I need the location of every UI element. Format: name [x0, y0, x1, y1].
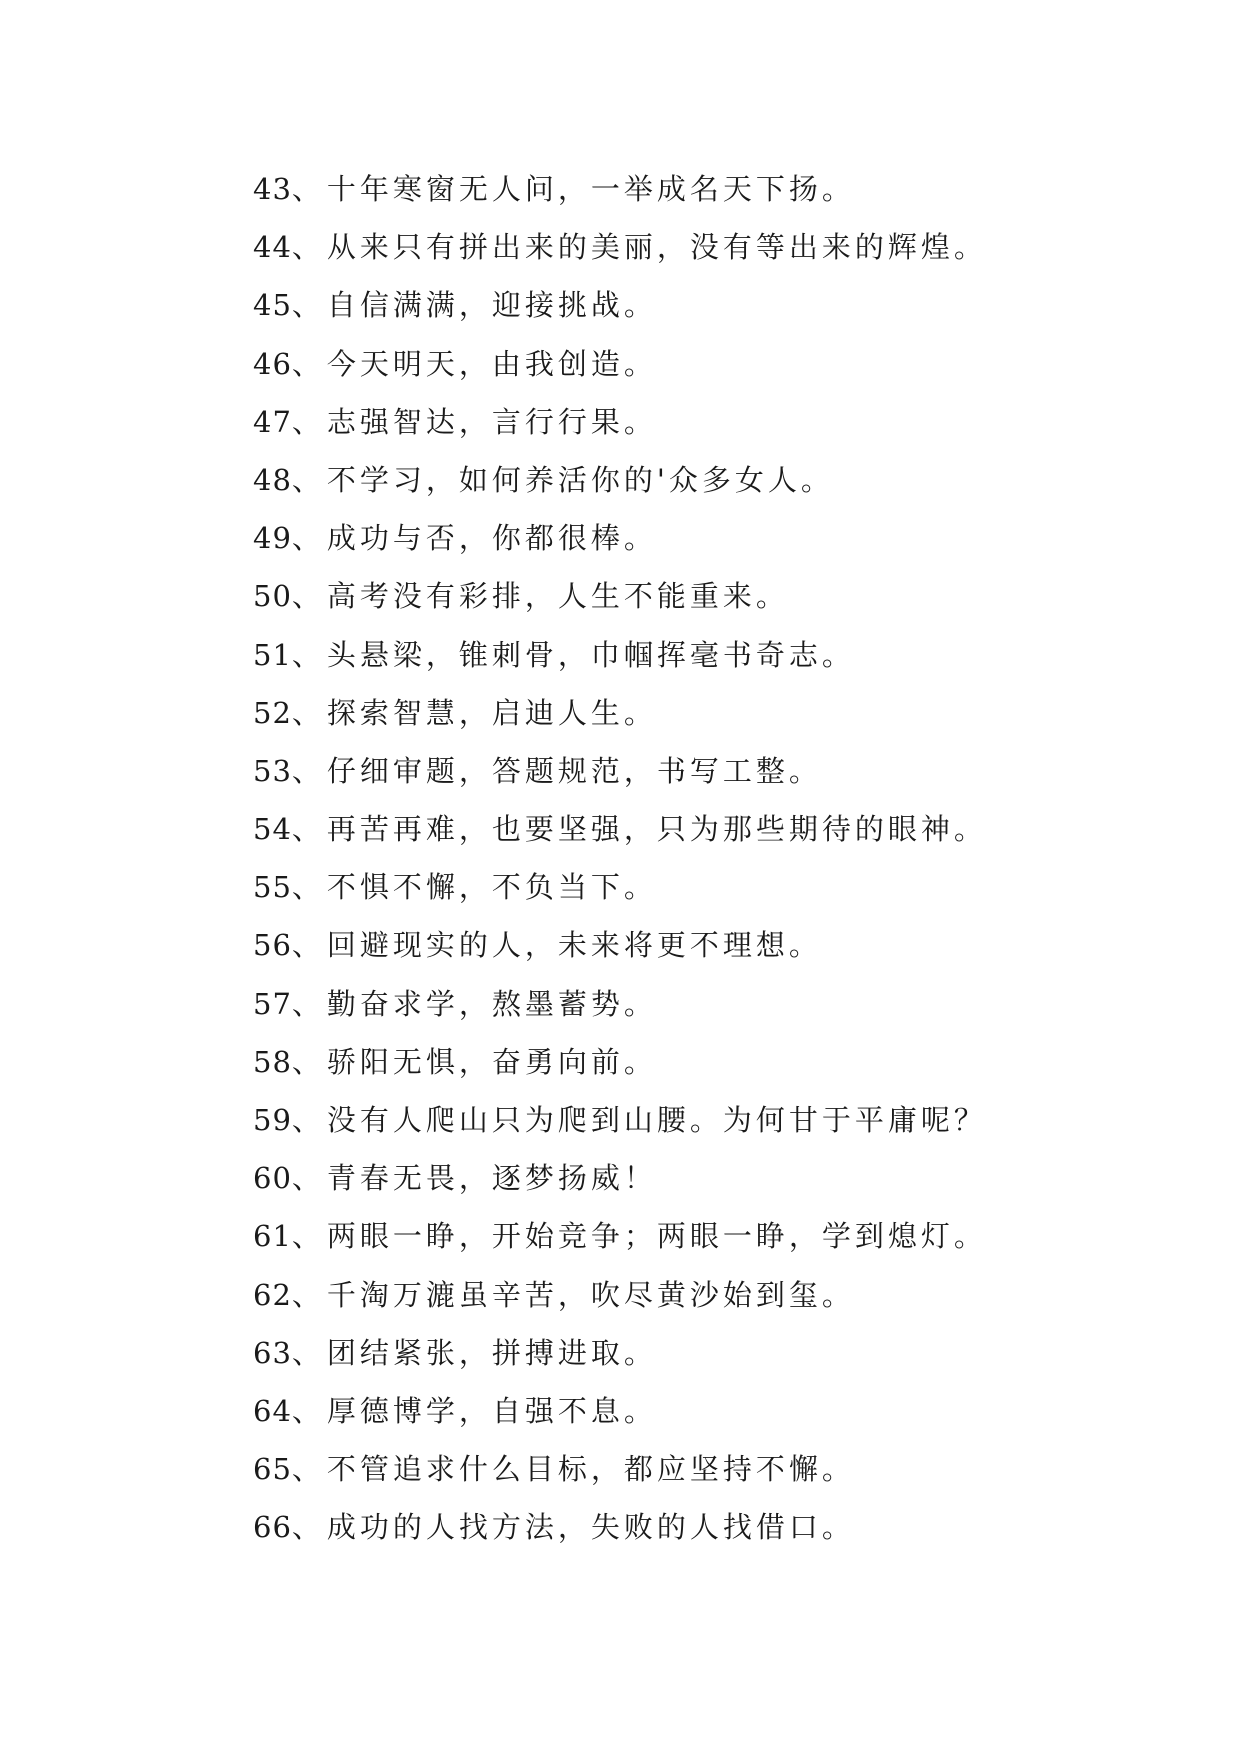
- item-number: 46: [253, 346, 292, 381]
- item-number: 65: [253, 1452, 292, 1487]
- item-separator: 、: [291, 172, 327, 206]
- item-text: 团结紧张，拼搏进取。: [326, 1335, 657, 1370]
- list-item: [253, 1382, 987, 1440]
- item-text: 没有人爬山只为爬到山腰。为何甘于平庸呢？: [326, 1103, 987, 1137]
- item-separator: 、: [291, 1335, 327, 1370]
- item-separator: 、: [291, 1161, 327, 1196]
- list-item: [253, 393, 987, 451]
- item-separator: 、: [291, 870, 327, 905]
- item-text: 今天明天，由我创造。: [326, 346, 657, 381]
- item-number: 61: [253, 1219, 292, 1254]
- item-separator: 、: [291, 928, 327, 963]
- item-number: 51: [253, 637, 292, 672]
- list-item: [253, 742, 987, 800]
- item-number: 60: [253, 1161, 292, 1196]
- item-separator: 、: [291, 1219, 327, 1254]
- item-text: 志强智达，言行行果。: [326, 404, 657, 439]
- item-number: 64: [253, 1393, 292, 1428]
- item-separator: 、: [291, 1103, 327, 1137]
- item-number: 52: [253, 695, 292, 730]
- item-separator: 、: [291, 812, 327, 847]
- item-text: 青春无畏，逐梦扬威！: [326, 1161, 657, 1196]
- item-separator: 、: [291, 1044, 327, 1079]
- list-item: [253, 800, 987, 858]
- item-text: 成功与否，你都很棒。: [326, 521, 657, 556]
- item-number: 63: [253, 1335, 292, 1370]
- item-text: 千淘万漉虽辛苦，吹尽黄沙始到玺。: [326, 1277, 855, 1312]
- list-item: [253, 451, 987, 509]
- item-separator: 、: [291, 1277, 327, 1312]
- item-number: 55: [253, 870, 292, 905]
- item-separator: 、: [291, 695, 327, 730]
- list-item: [253, 626, 987, 684]
- item-text: 仔细审题，答题规范，书写工整。: [326, 753, 822, 788]
- list-item: [253, 567, 987, 625]
- list-item: [253, 509, 987, 567]
- list-item: [253, 975, 987, 1033]
- list-item: [253, 1266, 987, 1324]
- list-item: [253, 858, 987, 916]
- item-number: 44: [253, 230, 292, 265]
- item-text: 高考没有彩排，人生不能重来。: [326, 579, 789, 614]
- item-separator: 、: [291, 521, 327, 556]
- list-item: [253, 1207, 987, 1265]
- item-separator: 、: [291, 1393, 327, 1428]
- item-text: 两眼一睁，开始竞争；两眼一睁，学到熄灯。: [326, 1219, 987, 1254]
- list-item: [253, 218, 987, 276]
- item-number: 47: [253, 404, 292, 439]
- item-text: 回避现实的人，未来将更不理想。: [326, 928, 822, 963]
- item-number: 59: [253, 1103, 292, 1137]
- list-item: [253, 916, 987, 974]
- item-separator: 、: [291, 579, 327, 614]
- list-item: [253, 1149, 987, 1207]
- item-separator: 、: [291, 230, 327, 265]
- item-number: 50: [253, 579, 292, 614]
- item-number: 43: [253, 172, 292, 206]
- item-text: 再苦再难，也要坚强，只为那些期待的眼神。: [326, 812, 987, 847]
- item-separator: 、: [291, 986, 327, 1021]
- list-item: [253, 1498, 987, 1556]
- item-separator: 、: [291, 288, 327, 323]
- item-number: 48: [253, 462, 292, 497]
- quote-list: [253, 160, 987, 1557]
- list-item: [253, 1440, 987, 1498]
- item-text: 十年寒窗无人问，一举成名天下扬。: [326, 172, 855, 206]
- list-item: [253, 335, 987, 393]
- list-item: [253, 1324, 987, 1382]
- item-text: 头悬梁，锥刺骨，巾帼挥毫书奇志。: [326, 637, 855, 672]
- item-text: 从来只有拼出来的美丽，没有等出来的辉煌。: [326, 230, 987, 265]
- item-separator: 、: [291, 462, 327, 497]
- item-text: 自信满满，迎接挑战。: [326, 288, 657, 323]
- item-number: 45: [253, 288, 292, 323]
- item-number: 58: [253, 1044, 292, 1079]
- item-text: 探索智慧，启迪人生。: [326, 695, 657, 730]
- item-number: 57: [253, 986, 292, 1021]
- item-text: 不管追求什么目标，都应坚持不懈。: [326, 1452, 855, 1487]
- item-separator: 、: [291, 346, 327, 381]
- list-item: [253, 160, 987, 218]
- item-text: 勤奋求学，熬墨蓄势。: [326, 986, 657, 1021]
- item-separator: 、: [291, 404, 327, 439]
- list-item: [253, 276, 987, 334]
- item-separator: 、: [291, 753, 327, 788]
- list-item: [253, 1091, 987, 1149]
- item-number: 49: [253, 521, 292, 556]
- item-number: 62: [253, 1277, 292, 1312]
- item-text: 不学习，如何养活你的'众多女人。: [326, 462, 834, 497]
- list-item: [253, 684, 987, 742]
- item-separator: 、: [291, 1452, 327, 1487]
- item-separator: 、: [291, 637, 327, 672]
- item-number: 54: [253, 812, 292, 847]
- item-text: 成功的人找方法，失败的人找借口。: [326, 1510, 855, 1545]
- item-number: 56: [253, 928, 292, 963]
- list-item: [253, 1033, 987, 1091]
- item-text: 不惧不懈，不负当下。: [326, 870, 657, 905]
- item-number: 66: [253, 1510, 292, 1545]
- item-separator: 、: [291, 1510, 327, 1545]
- item-number: 53: [253, 753, 292, 788]
- item-text: 厚德博学，自强不息。: [326, 1393, 657, 1428]
- item-text: 骄阳无惧，奋勇向前。: [326, 1044, 657, 1079]
